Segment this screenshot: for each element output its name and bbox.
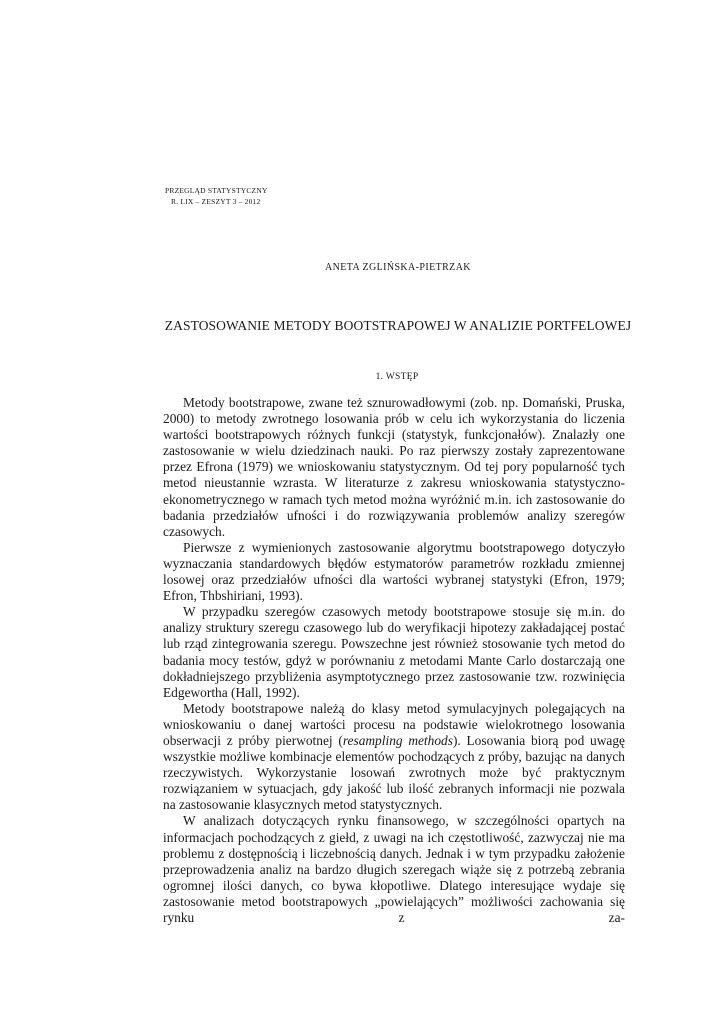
author-name: ANETA ZGLIŃSKA-PIETRZAK xyxy=(325,262,471,273)
journal-header xyxy=(165,185,268,207)
paragraph-4-text-before: Metody bootstrapowe należą do klasy metod symulacyjnych polegających na wnioskowaniu o danej wartości procesu na podstawie wielokrotnego losowania obserwacji z próby pierwotnej ( xyxy=(163,700,625,748)
paragraph-3: W przypadku szeregów czasowych metody bootstrapowe stosuje się m.in. do analizy struktury szeregu czasowego lub do weryfikacji hipotezy zakładającej postać lub rząd zintegrowania szeregu. Powszechne jest również stosowanie tych metod do badania mocy testów, gdyż w porównaniu z metodami Mante Carlo dostarczają one dokładniejszego przybliżenia asymptotycznego przez zastosowanie tzw. rozwinięcia Edgewortha (Hall, 1992). xyxy=(163,604,625,700)
journal-name: PRZEGLĄD STATYSTYCZNY xyxy=(165,186,268,195)
paragraph-4-text-after: ). Losowania biorą pod uwagę wszystkie możliwe kombinacje elementów pochodzących z próby, bazując na danych rzeczywistych. Wykorzystanie losowań zwrotnych może być praktycznym rozwiązaniem w sytuacjach, gdy jakość lub ilość zebranych informacji nie pozwala na zastosowanie klasycznych metod statystycznych. xyxy=(163,732,625,813)
paragraph-2: Pierwsze z wymienionych zastosowanie algorytmu bootstrapowego dotyczyło wyznaczania standardowych błędów estymatorów parametrów rozkładu zmiennej losowej oraz przedziałów ufności dla wartości wybranej statystyki (Efron, 1979; Efron, Thbshiriani, 1993). xyxy=(163,539,625,604)
article-body xyxy=(163,395,625,926)
journal-volume: R. LIX – ZESZYT 3 – 2012 xyxy=(171,197,261,206)
section-heading: 1. WSTĘP xyxy=(375,372,419,382)
paragraph-1: Metody bootstrapowe, zwane też sznurowadłowymi (zob. np. Domański, Pruska, 2000) to metody zwrotnego losowania prób w celu ich wykorzystania do liczenia wartości bootstrapowych różnych funkcji (statystyk, funkcjonałów). Znalazły one zastosowanie w wielu dziedzinach nauki. Po raz pierwszy zostały zaprezentowane przez Efrona (1979) we wnioskowaniu statystycznym. Od tej pory popularność tych metod nieustannie wzrasta. W literaturze z zakresu wnioskowania statystyczno-ekonometrycznego w ramach tych metod można wyróżnić m.in. ich zastosowanie do badania przedziałów ufności i do rozwiązywania problemów analizy szeregów czasowych. xyxy=(163,395,625,539)
article-title: ZASTOSOWANIE METODY BOOTSTRAPOWEJ W ANALIZIE PORTFELOWEJ xyxy=(164,318,632,333)
resampling-methods-term: resampling methods xyxy=(342,732,453,748)
paragraph-4 xyxy=(163,701,625,814)
paragraph-5: W analizach dotyczących rynku finansowego, w szczególności opartych na informacjach pochodzących z giełd, z uwagi na ich częstotliwość, zazwyczaj nie ma problemu z dostępnością i liczebnością danych. Jednak i w tym przypadku założenie przeprowadzenia analiz na bardzo długich szeregach wiąże się z potrzebą zebrania ogromnej ilości danych, co bywa kłopotliwe. Dlatego interesujące wydaje się zastosowanie metod bootstrapowych „powielających” możliwości zachowania się rynku z za- xyxy=(163,813,625,925)
